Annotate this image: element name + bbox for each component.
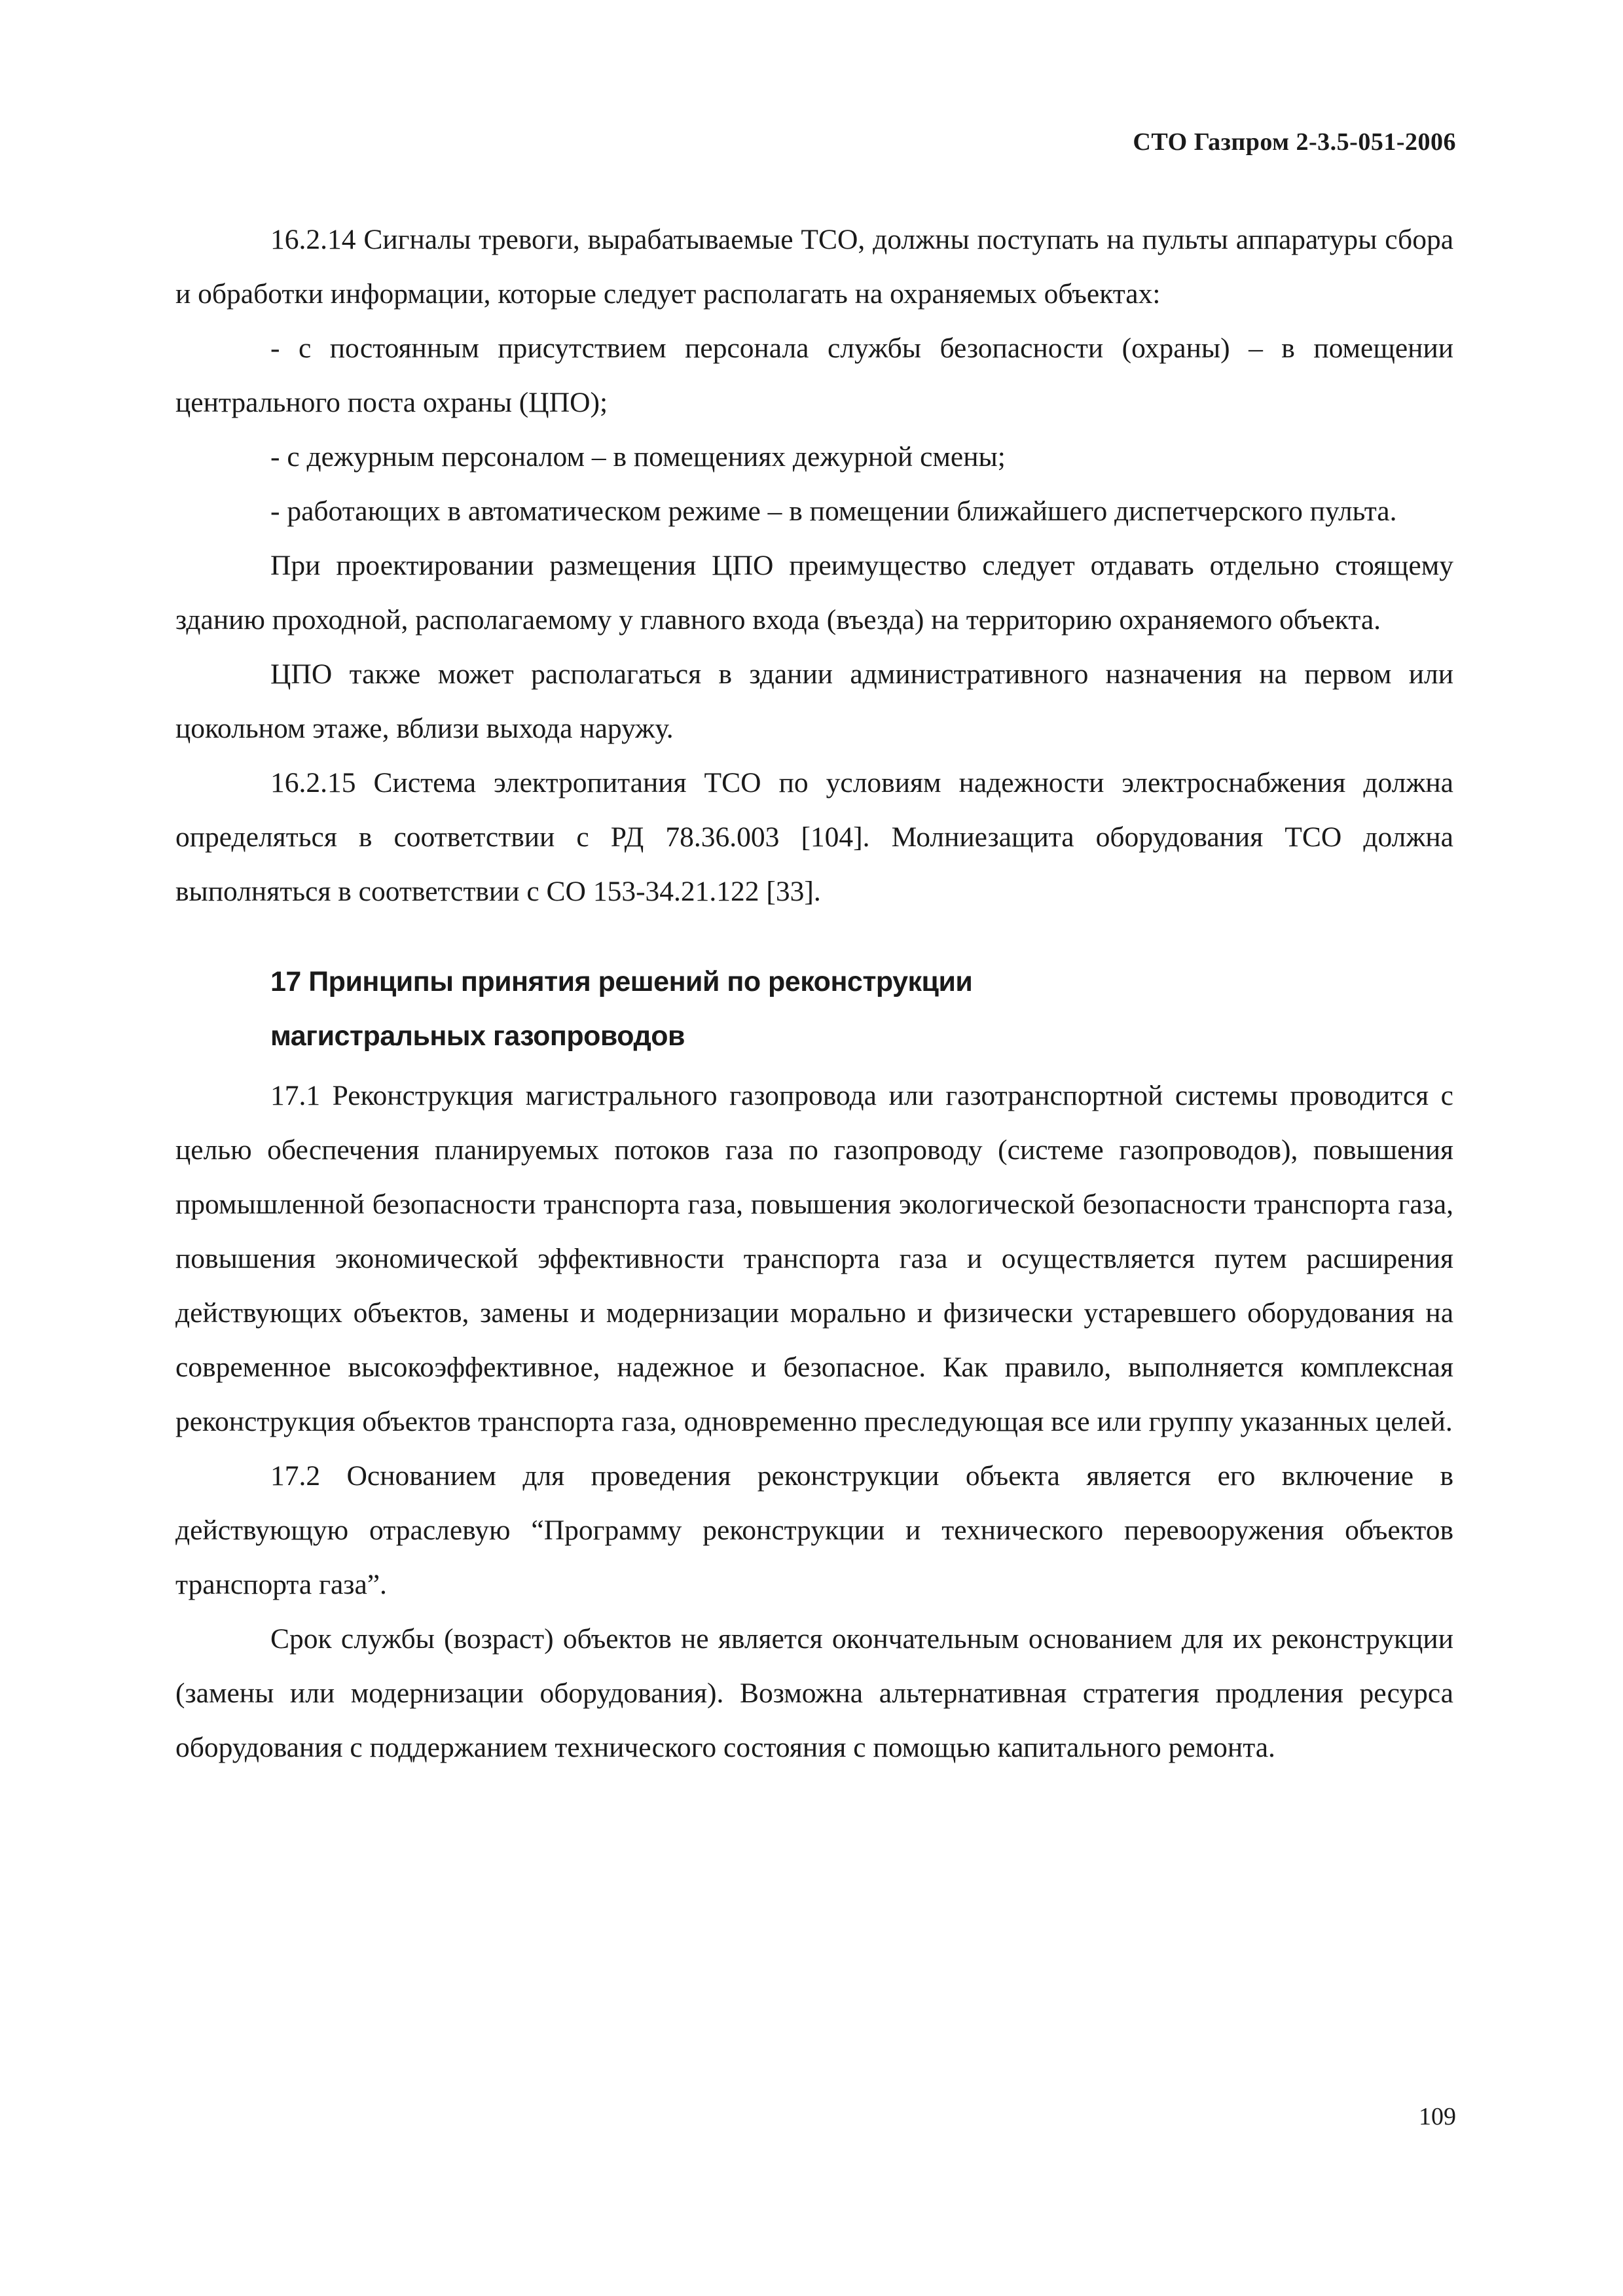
document-header: СТО Газпром 2-3.5-051-2006 bbox=[1133, 128, 1456, 156]
paragraph-cpo-design: При проектировании размещения ЦПО преимущество следует отдавать отдельно стоящему зданию проходной, располагаемому у главного входа (въезда) на территорию охраняемого объекта. bbox=[175, 550, 1453, 636]
paragraph-17-1: 17.1 Реконструкция магистрального газопровода или газотранспортной системы проводится с целью обеспечения планируемых потоков газа по газопроводу (системе газопроводов), повышения промышленной безопасности транспорта газа, повышения экологической безопасности транспорта газа, повышения экономической эффективности транспорта газа и осуществляется путем расширения действующих объектов, замены и модернизации морально и физически устаревшего оборудования на современное высокоэффективное, надежное и безопасное. Как правило, выполняется комплексная реконструкция объектов транспорта газа, одновременно преследующая все или группу указанных целей. bbox=[175, 1080, 1453, 1437]
list-item-duty-staff: - с дежурным персоналом – в помещениях дежурной смены; bbox=[270, 441, 1006, 473]
list-item-automatic-mode: - работающих в автоматическом режиме – в помещении ближайшего диспетчерского пульта. bbox=[270, 495, 1397, 527]
paragraph-17-2: 17.2 Основанием для проведения реконструкции объекта является его включение в действующую отраслевую “Программу реконструкции и технического перевооружения объектов транспорта газа”. bbox=[175, 1460, 1453, 1600]
list-item-security-staff: - с постоянным присутствием персонала службы безопасности (охраны) – в помещении центрального поста охраны (ЦПО); bbox=[175, 332, 1453, 418]
page-number: 109 bbox=[1419, 2103, 1456, 2130]
paragraph-cpo-location: ЦПО также может располагаться в здании административного назначения на первом или цокольном этаже, вблизи выхода наружу. bbox=[175, 658, 1453, 744]
section-heading-line-1: 17 Принципы принятия решений по реконструкции bbox=[270, 966, 973, 997]
paragraph-16-2-15: 16.2.15 Система электропитания ТСО по условиям надежности электроснабжения должна определяться в соответствии с РД 78.36.003 [104]. Молниезащита оборудования ТСО должна выполняться в соответствии с СО 153-34.21.122 [33]. bbox=[175, 767, 1453, 907]
body-text bbox=[175, 213, 1453, 1775]
section-heading-line-2: магистральных газопроводов bbox=[270, 1020, 685, 1052]
section-heading-17 bbox=[270, 955, 1453, 1064]
paragraph-16-2-14: 16.2.14 Сигналы тревоги, вырабатываемые ТСО, должны поступать на пульты аппаратуры сбора и обработки информации, которые следует располагать на охраняемых объектах: bbox=[175, 224, 1453, 310]
paragraph-service-life: Срок службы (возраст) объектов не является окончательным основанием для их реконструкции (замены или модернизации оборудования). Возможна альтернативная стратегия продления ресурса оборудования с поддержанием технического состояния с помощью капитального ремонта. bbox=[175, 1623, 1453, 1763]
